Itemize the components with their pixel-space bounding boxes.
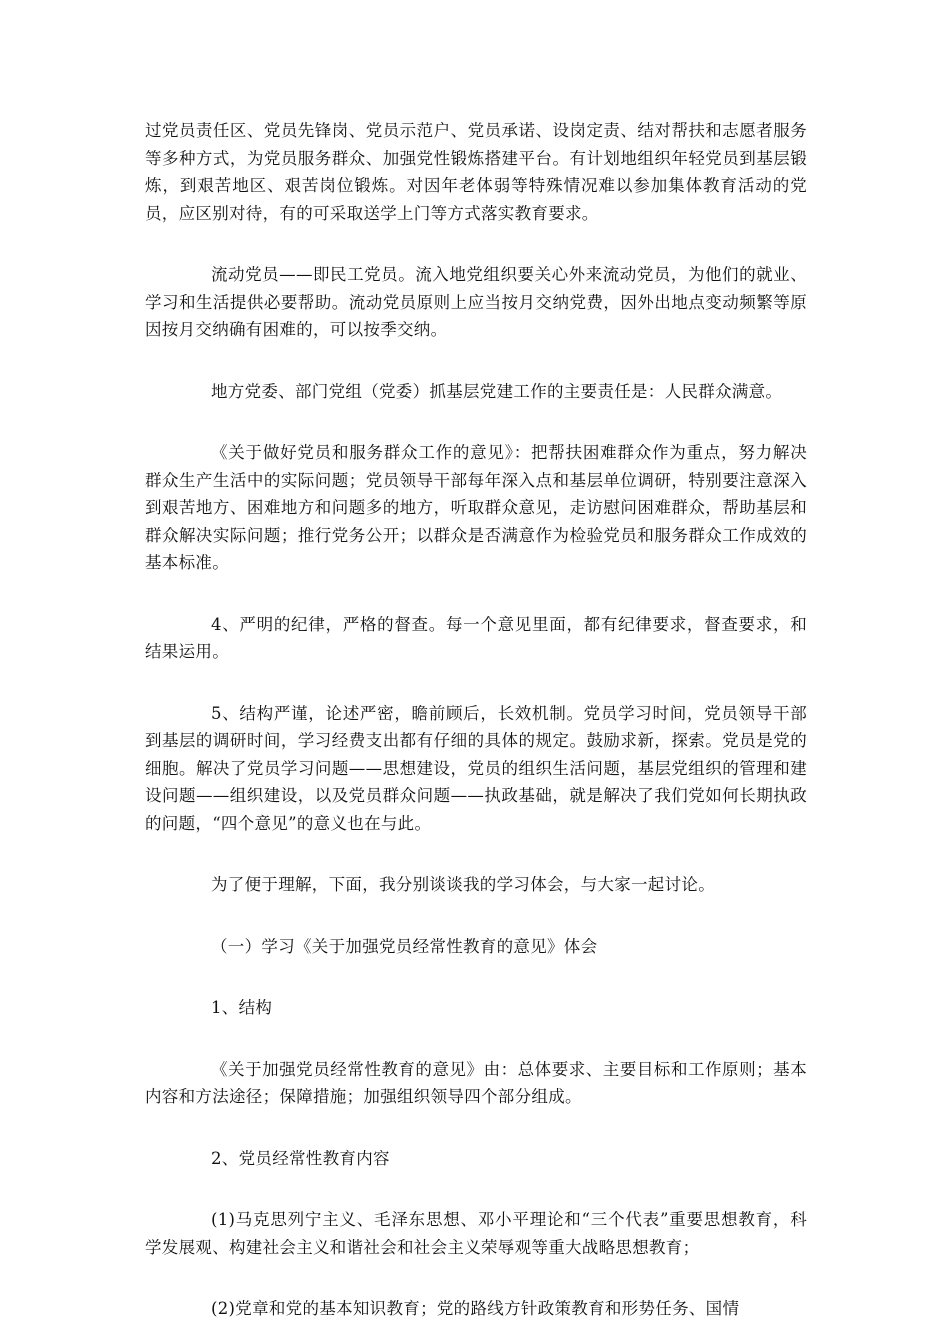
paragraph-point-4-discipline: 4、严明的纪律，严格的督查。每一个意见里面，都有纪律要求，督查要求，和结果运用。 (145, 614, 807, 661)
subheading-structure: 1、结构 (211, 998, 273, 1017)
paragraph-migrant-party-members: 流动党员——即民工党员。流入地党组织要关心外来流动党员，为他们的就业、学习和生活提供必要帮助。流动党员原则上应当按月交纳党费，因外出地点变动频繁等原因按月交纳确有困难的，可以按季交纳。 (145, 265, 807, 339)
subheading-education-content: 2、党员经常性教育内容 (211, 1148, 390, 1168)
paragraph-continued-party-service: 过党员责任区、党员先锋岗、党员示范户、党员承诺、设岗定责、结对帮扶和志愿者服务等多种方式，为党员服务群众、加强党性锻炼搭建平台。有计划地组织年轻党员到基层锻炼，到艰苦地区、艰苦岗位锻炼。对因年老体弱等特殊情况难以参加集体教育活动的党员，应区别对待，有的可采取送学上门等方式落实教育要求。 (145, 121, 807, 223)
list-item-2: (2)党章和党的基本知识教育；党的路线方针政策教育和形势任务、国情 (211, 1299, 740, 1318)
paragraph-serving-masses-opinion: 《关于做好党员和服务群众工作的意见》：把帮扶困难群众作为重点，努力解决群众生产生活中的实际问题；党员领导干部每年深入点和基层单位调研，特别要注意深入到艰苦地方、困难地方和问题多的地方，听取群众意见，走访慰问困难群众，帮助基层和群众解决实际问题；推行党务公开；以群众是否满意作为检验党员和服务群众工作成效的基本标准。 (145, 443, 807, 572)
paragraph-local-committee-responsibility: 地方党委、部门党组（党委）抓基层党建工作的主要责任是：人民群众满意。 (211, 381, 783, 401)
paragraph-learning-intro: 为了便于理解，下面，我分别谈谈我的学习体会，与大家一起讨论。 (211, 875, 715, 894)
list-item-1: (1)马克思列宁主义、毛泽东思想、邓小平理论和“三个代表”重要思想教育，科学发展观、构建社会主义和谐社会和社会主义荣辱观等重大战略思想教育； (145, 1210, 807, 1257)
paragraph-point-5-structure: 5、结构严谨，论述严密，瞻前顾后，长效机制。党员学习时间，党员领导干部到基层的调研时间，学习经费支出都有仔细的具体的规定。鼓励求新，探索。党员是党的细胞。解决了党员学习问题——思想建设，党员的组织生活问题，基层党组织的管理和建设问题——组织建设，以及党员群众问题——执政基础，就是解决了我们党如何长期执政的问题，“四个意见”的意义也在与此。 (145, 703, 807, 833)
paragraph-opinion-structure: 《关于加强党员经常性教育的意见》由：总体要求、主要目标和工作原则；基本内容和方法途径；保障措施；加强组织领导四个部分组成。 (145, 1059, 807, 1106)
document-page (145, 117, 807, 1323)
section-heading-1: （一）学习《关于加强党员经常性教育的意见》体会 (211, 936, 598, 956)
